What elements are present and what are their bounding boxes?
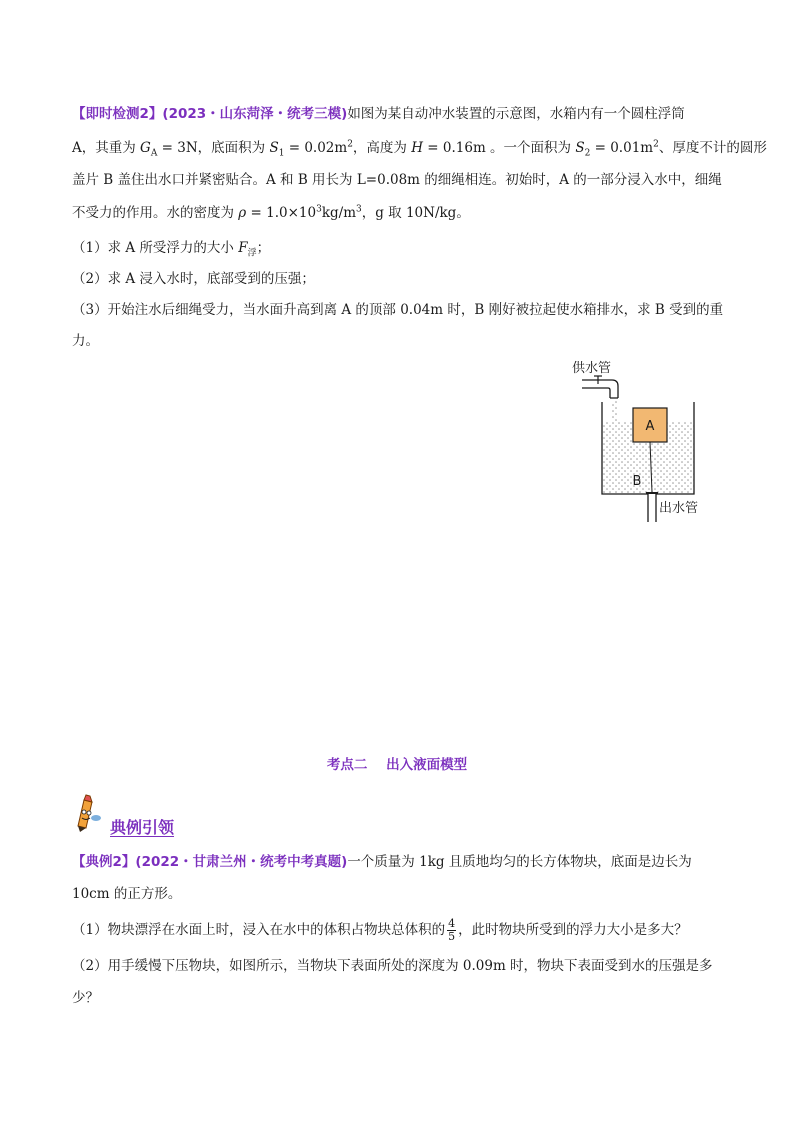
q1-sub-2: （2）求 A 浸入水时，底部受到的压强； [72,271,315,287]
example-sub-2-line-2: 少？ [72,990,99,1006]
q1-sub-3-line-1: （3）开始注水后细绳受力，当水面升高到离 A 的顶部 0.04m 时，B 刚好被拉起使水箱排水，求 B 受到的重 [72,302,724,318]
water-stream [611,400,617,422]
q1-line-4: 不受力的作用。水的密度为 $\rho = 1.0\times 10^3kg/m^3$，g 取 10N/kg。 [72,204,470,221]
example-line-2: 10cm 的正方形。 [72,886,182,902]
outlet-pipe [648,494,656,522]
example-sub-1: （1）物块漂浮在水面上时，浸入在水中的体积占物块总体积的 $\frac{4}{5}$ ，此时物块所受到的浮力大小是多大？ [72,917,688,943]
q1-line-2: A，其重为 $G_A = 3N$，底面积为 $S_1 = 0.02m^2$，高度为 H = 0.16m 。一个面积为 $S_2 = 0.01m^2$、厚度不计的圆形 [72,139,767,159]
block-a-label: A [645,419,655,434]
example-sub-2-line-1: （2）用手缓慢下压物块，如图所示，当物块下表面所处的深度为 0.09m 时，物块下表面受到水的压强是多 [72,958,713,974]
example-tag: 【典例2】(2022・甘肃兰州・统考中考真题) [72,854,348,870]
supply-pipe-label: 供水管 [572,361,612,376]
q1-line-1: 【即时检测2】(2023・山东菏泽・统考三模)如图为某自动冲水装置的示意图，水箱内有一个圆柱浮筒 [72,106,685,122]
q1-sub-3-line-2: 力。 [72,333,99,349]
q1-tag: 【即时检测2】(2023・山东菏泽・统考三模) [72,106,348,122]
pencil-mascot-icon [70,792,106,832]
q1-sub-1: （1）求 A 所受浮力的大小 $F_浮$； [72,240,271,259]
q1-line-3: 盖片 B 盖住出水口并紧密贴合。A 和 B 用长为 L=0.08m 的细绳相连。初始时，A 的一部分浸入水中，细绳 [72,172,722,188]
example-heading: 典例引领 [110,818,175,837]
flush-tank-diagram [560,352,720,527]
outlet-pipe-label: 出水管 [659,501,699,516]
fraction-four-fifths: $\frac{4}{5}$ [448,917,456,943]
example-line-1: 【典例2】(2022・甘肃兰州・统考中考真题)一个质量为 1kg 且质地均匀的长方体物块，底面是边长为 [72,854,692,870]
section-title: 考点二 出入液面模型 [326,757,468,773]
lid-b-label: B [632,474,642,489]
supply-pipe [582,380,618,398]
